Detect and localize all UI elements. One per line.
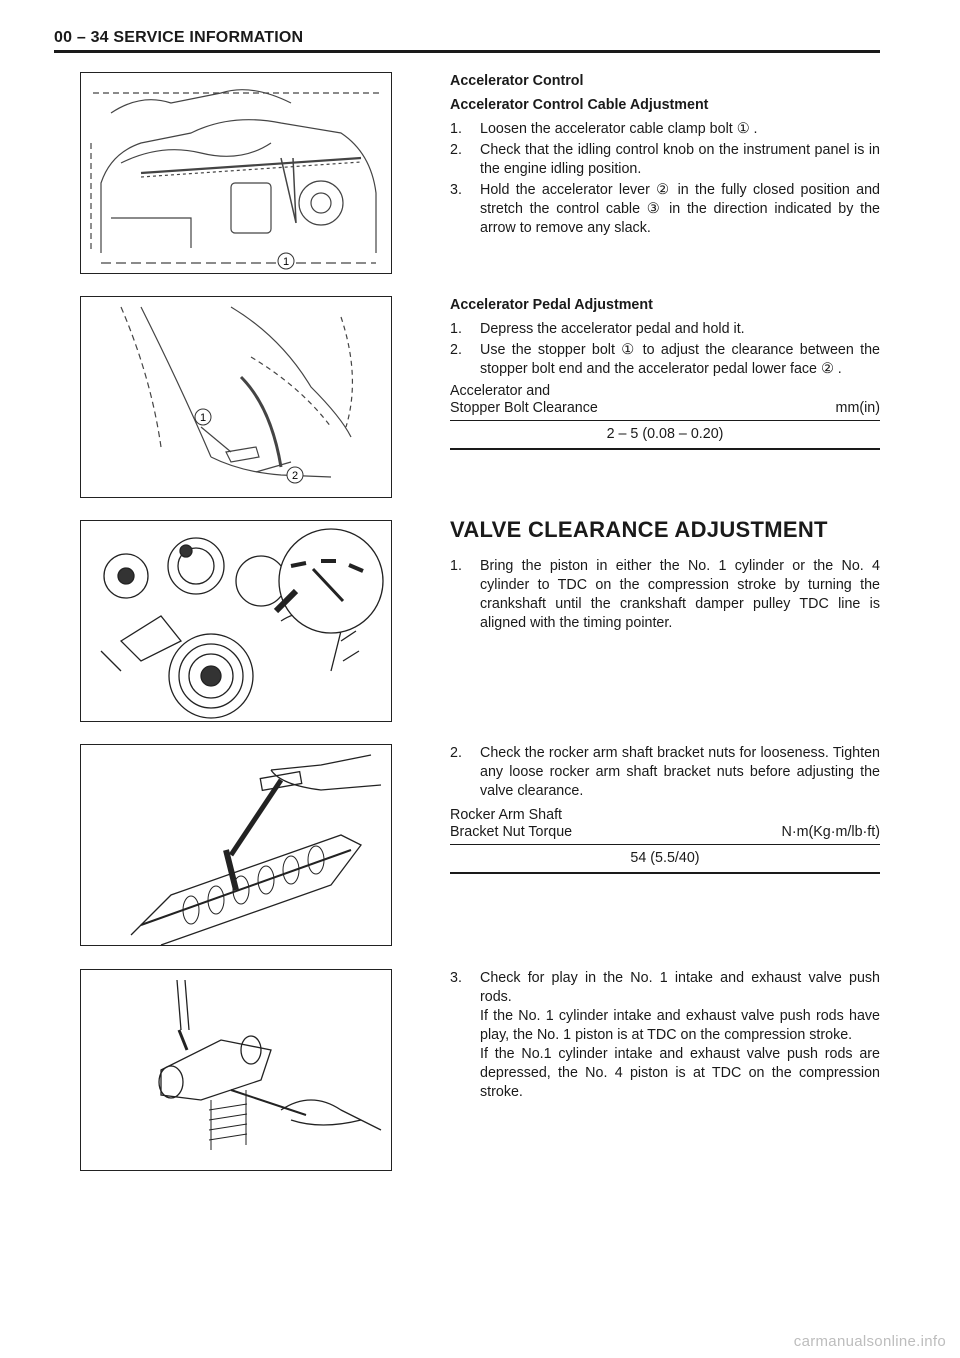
step-text: If the No.1 cylinder intake and exhaust valve push rods are depressed, the No. 4 piston is at TDC on the compression stroke. — [480, 1046, 880, 1100]
section-valve-clearance — [450, 517, 880, 635]
step-number: 1. — [450, 558, 462, 574]
step-text: Check that the idling control knob on the instrument panel is in the engine idling position. — [480, 142, 880, 177]
page-section-title: VALVE CLEARANCE ADJUSTMENT — [450, 517, 828, 542]
step-number: 3. — [450, 182, 462, 198]
section-pedal-adjustment — [450, 296, 880, 450]
push-rod-illustration — [81, 970, 391, 1170]
page-header-title: 00 – 34 SERVICE INFORMATION — [54, 29, 304, 46]
step-item — [450, 320, 880, 339]
spec-value: 2 – 5 (0.08 – 0.20) — [450, 421, 880, 450]
step-number: 2. — [450, 745, 462, 761]
step-number: 1. — [450, 121, 462, 137]
section-accelerator-control — [450, 72, 880, 240]
figure-accelerator-pedal — [80, 296, 392, 498]
section-subtitle: Accelerator Control Cable Adjustment — [450, 97, 709, 113]
fig1-callout: 1 — [282, 256, 290, 268]
step-text: Hold the accelerator lever ② in the fully closed position and stretch the control cable ③ in the direction indicated by the arrow to remove any slack. — [480, 182, 880, 236]
step-item — [450, 141, 880, 179]
spec-label: Rocker Arm Shaft Bracket Nut Torque — [450, 807, 573, 840]
step-item — [450, 181, 880, 238]
step-item — [450, 341, 880, 379]
step-text: If the No. 1 cylinder intake and exhaust valve push rods have play, the No. 1 piston is at TDC on the compression stroke. — [480, 1008, 880, 1043]
step-text: Check for play in the No. 1 intake and exhaust valve push rods. — [480, 970, 880, 1005]
spec-unit: N·m(Kg·m/lb·ft) — [781, 824, 880, 840]
spec-label: Accelerator and Stopper Bolt Clearance — [450, 383, 598, 416]
figure-push-rod-check — [80, 969, 392, 1171]
step-number: 2. — [450, 142, 462, 158]
fig2-callout-1: 1 — [199, 412, 207, 424]
timing-pulley-illustration — [81, 521, 391, 721]
header-rule — [54, 50, 880, 53]
figure-rocker-torque — [80, 744, 392, 946]
step-item — [450, 969, 880, 1102]
section-title: Accelerator Control — [450, 73, 584, 89]
step-number: 3. — [450, 970, 462, 986]
figure-accelerator-cable — [80, 72, 392, 274]
rocker-torque-illustration — [81, 745, 391, 945]
step-text: Loosen the accelerator cable clamp bolt ① . — [480, 121, 758, 137]
step-number: 2. — [450, 342, 462, 358]
spec-table-torque — [450, 807, 880, 874]
fig2-callout-2: 2 — [291, 470, 299, 482]
section-push-rod-check — [450, 969, 880, 1104]
spec-value: 54 (5.5/40) — [450, 845, 880, 874]
figure-timing-pointer — [80, 520, 392, 722]
step-item — [450, 557, 880, 633]
section-title: Accelerator Pedal Adjustment — [450, 297, 653, 313]
accelerator-pedal-illustration — [81, 297, 391, 497]
watermark: carmanualsonline.info — [793, 1333, 946, 1350]
step-item — [450, 744, 880, 801]
spec-table-clearance — [450, 383, 880, 450]
step-number: 1. — [450, 321, 462, 337]
step-text: Bring the piston in either the No. 1 cylinder or the No. 4 cylinder to TDC on the compression stroke by turning the crankshaft until the crankshaft damper pulley TDC line is aligned with the timing pointer. — [480, 558, 880, 631]
section-rocker-torque — [450, 744, 880, 874]
spec-unit: mm(in) — [835, 400, 880, 416]
accelerator-cable-illustration — [81, 73, 391, 273]
step-text: Check the rocker arm shaft bracket nuts for looseness. Tighten any loose rocker arm shaft bracket nuts before adjusting the valve clearance. — [480, 745, 880, 799]
step-item — [450, 120, 880, 139]
step-text: Depress the accelerator pedal and hold it. — [480, 321, 745, 337]
step-text: Use the stopper bolt ① to adjust the clearance between the stopper bolt end and the accelerator pedal lower face ② . — [480, 342, 880, 377]
